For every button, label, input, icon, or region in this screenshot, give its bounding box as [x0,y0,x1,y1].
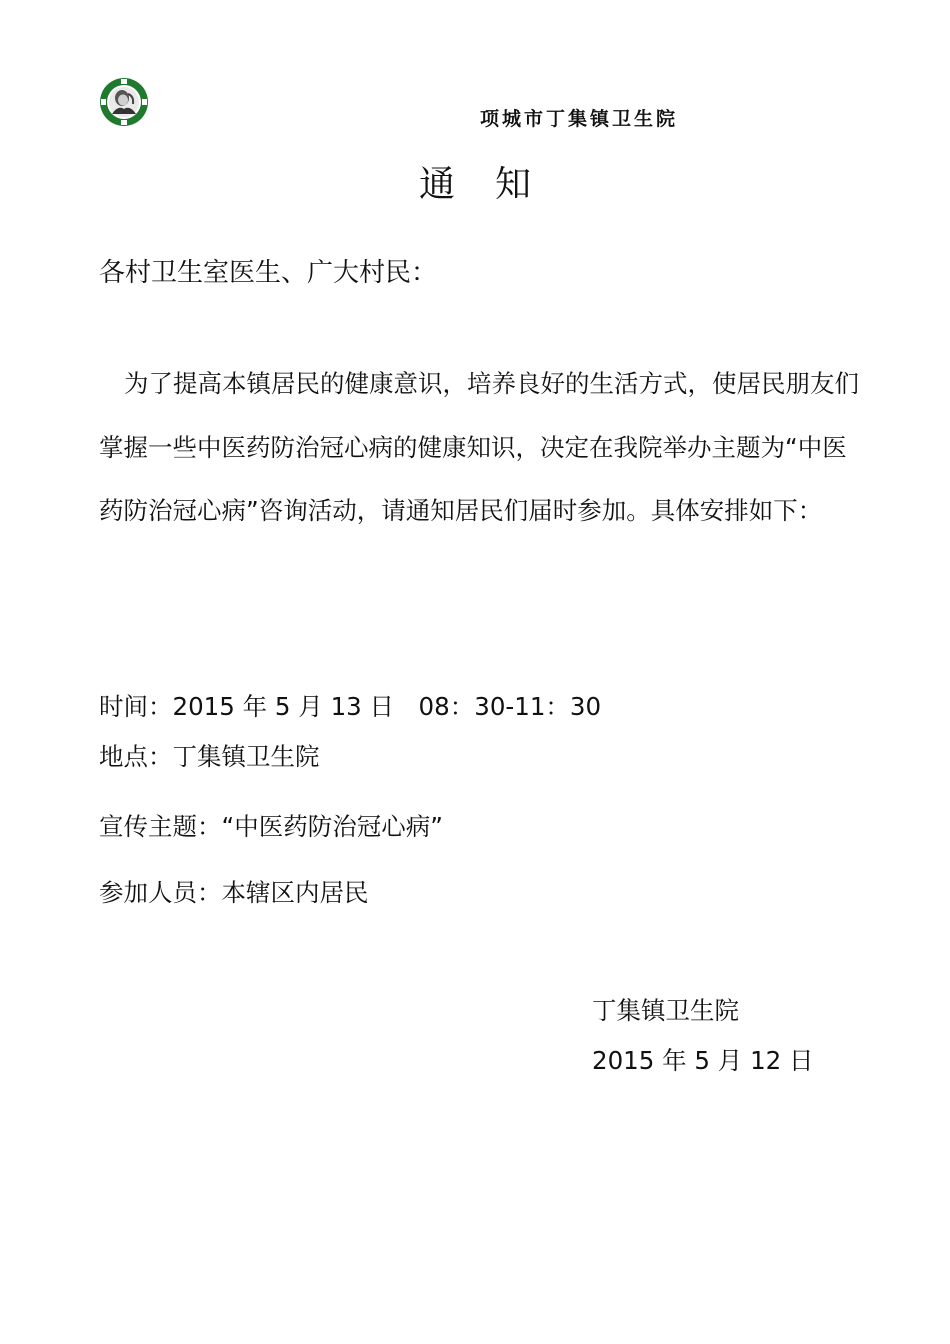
event-place: 地点：丁集镇卫生院 [99,742,320,771]
notice-title: 通知 [418,164,571,205]
notice-body: 为了提高本镇居民的健康意识，培养良好的生活方式，使居民朋友们掌握一些中医药防治冠心病的健康知识，决定在我院举办主题为“中医药防治冠心病”咨询活动，请通知居民们届时参加。具体安排如下： [99,369,859,525]
signature-organization: 丁集镇卫生院 [592,996,739,1025]
organization-header: 项城市丁集镇卫生院 [480,108,679,130]
event-time: 时间：2015 年 5 月 13 日 08：30-11：30 [99,692,602,721]
salutation: 各村卫生室医生、广大村民： [99,258,438,288]
hospital-seal-logo [98,76,150,128]
event-theme: 宣传主题：“中医药防治冠心病” [99,812,443,841]
event-participants: 参加人员：本辖区内居民 [99,878,369,907]
signature-date: 2015 年 5 月 12 日 [592,1046,814,1075]
